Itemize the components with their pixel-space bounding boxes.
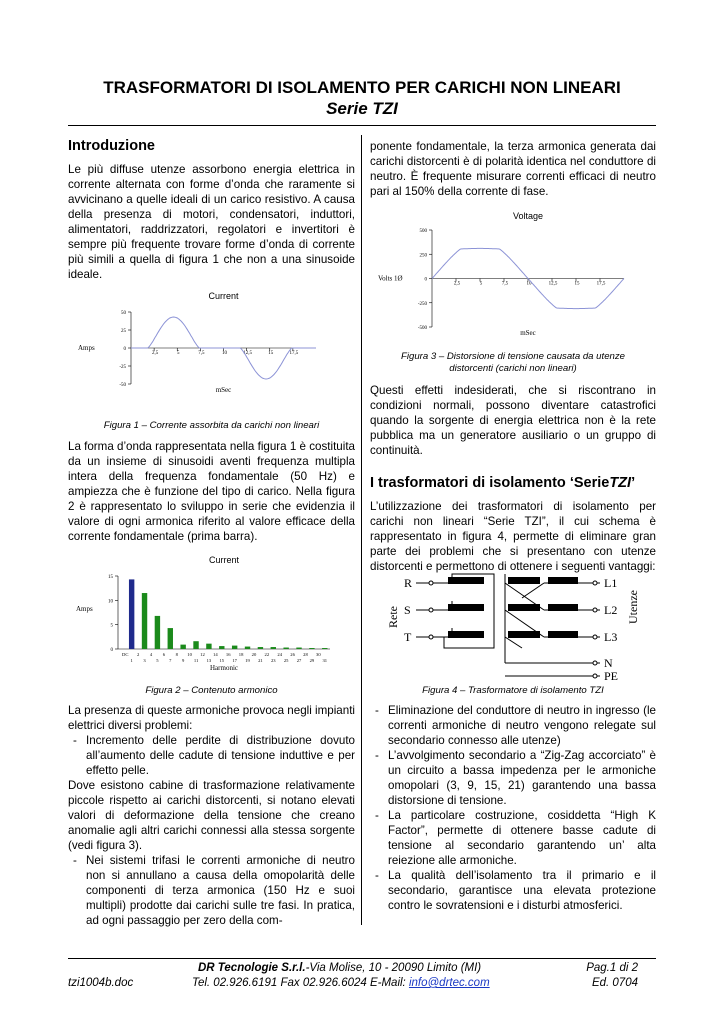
footer-company-line xyxy=(198,962,481,974)
input-label-r: R xyxy=(404,576,413,590)
figure-3-caption xyxy=(370,351,656,375)
bar xyxy=(155,616,160,649)
x-tick-label: 2,5 xyxy=(152,351,159,356)
input-label-s: S xyxy=(404,603,411,617)
x-tick-label: 16 xyxy=(225,652,231,657)
x-tick-label: 25 xyxy=(283,658,289,663)
bar xyxy=(271,647,276,649)
y-tick-label: 10 xyxy=(108,599,113,605)
bar xyxy=(142,593,147,649)
x-tick-label: 15 xyxy=(574,281,580,287)
output-label-l3: L3 xyxy=(604,630,618,644)
x-tick-label: 28 xyxy=(303,652,308,657)
figure-3-voltage-chart xyxy=(372,209,656,339)
x-tick-label: 10 xyxy=(187,652,192,657)
x-tick-label: 27 xyxy=(296,658,302,663)
footer-contacts xyxy=(192,977,490,989)
x-tick-label: 12,5 xyxy=(548,281,558,287)
x-tick-label: 10 xyxy=(222,351,227,356)
y-tick-label: -50 xyxy=(119,383,126,388)
x-axis-label: mSec xyxy=(215,386,232,394)
y-tick-label: 0 xyxy=(110,648,113,653)
output-label-l2: L2 xyxy=(604,603,618,617)
bar xyxy=(180,645,185,649)
right-column-bottom xyxy=(370,703,656,913)
x-axis-label: mSec xyxy=(520,329,536,337)
intro-paragraph-3: La presenza di queste armoniche provoca negli impianti elettrici diversi problemi: xyxy=(68,704,355,732)
figure-2-harmonic-chart xyxy=(68,553,358,675)
x-tick-label: 4 xyxy=(149,652,153,657)
x-tick-label: 22 xyxy=(264,652,270,657)
footer-contacts-text: Tel. 02.926.6191 Fax 02.926.6024 E-Mail: xyxy=(192,977,409,989)
figure-1-current-chart xyxy=(68,288,358,410)
y-tick-label: 25 xyxy=(121,329,126,334)
x-tick-label: 1 xyxy=(130,658,133,663)
output-label-l1: L1 xyxy=(604,576,618,590)
y-tick-label: 250 xyxy=(419,253,427,259)
x-tick-label: 2,5 xyxy=(453,281,461,287)
x-tick-label: 7,5 xyxy=(198,351,205,356)
x-tick-label: 12,5 xyxy=(243,351,252,356)
footer-doc-name: tzi1004b.doc xyxy=(68,977,134,989)
y-tick-label: 0 xyxy=(424,277,427,283)
x-tick-label: 31 xyxy=(322,658,328,663)
y-axis-label: Volts 1Ø xyxy=(378,274,403,283)
bar xyxy=(322,648,327,649)
x-tick-label: 29 xyxy=(309,658,315,663)
footer-page-of: di 2 xyxy=(619,962,638,974)
chart-title: Voltage xyxy=(512,211,544,221)
right-column-top xyxy=(370,139,656,199)
left-column-bottom xyxy=(68,703,355,928)
list-item: - La qualità dell’isolamento tra il primario e il secondario, garantisce una elevata protezione contro le sovratensioni e i disturbi atmosferici. xyxy=(370,868,656,913)
x-tick-label: 20 xyxy=(251,652,257,657)
x-tick-label: 18 xyxy=(238,652,244,657)
bar xyxy=(193,641,198,649)
bar xyxy=(129,579,134,649)
y-tick-label: -250 xyxy=(417,301,427,307)
footer-edition: Ed. 0704 xyxy=(591,977,638,989)
x-tick-label: 2 xyxy=(136,652,140,657)
footer-page xyxy=(586,962,638,974)
x-tick-label: 5 xyxy=(156,658,159,663)
list-item: - Nei sistemi trifasi le correnti armoniche di neutro non si annullano a causa della omopolarità delle componenti di terza armonica (150 Hz e suoi multipli) prodotte dai carichi sulle tre fasi. In pratica, ad ogni passaggio per zero della com- xyxy=(68,853,355,928)
x-tick-label: 17,5 xyxy=(289,351,299,356)
x-tick-label: 21 xyxy=(258,658,263,663)
figure-3-caption-line-1: Figura 3 – Distorsione di tensione causata da utenze xyxy=(401,351,625,362)
tzi-heading-quote: ’ xyxy=(631,475,636,491)
x-tick-label: 17,5 xyxy=(596,281,606,287)
list-item: - Incremento delle perdite di distribuzione dovuto all’aumento delle cadute di tensione induttive e per effetto pelle. xyxy=(68,733,355,778)
x-tick-label: 24 xyxy=(277,652,283,657)
bar xyxy=(168,628,173,649)
y-tick-label: 5 xyxy=(110,623,113,629)
bar xyxy=(309,648,314,649)
x-tick-label: 3 xyxy=(143,658,146,663)
x-tick-label: 15 xyxy=(268,351,274,356)
footer-company: DR Tecnologie S.r.l. xyxy=(198,962,306,974)
utenze-label: Utenze xyxy=(626,590,640,624)
x-tick-label: 6 xyxy=(162,652,165,657)
rete-label: Rete xyxy=(386,606,400,628)
right-column-mid xyxy=(370,383,656,574)
intro-paragraph-2: La forma d’onda rappresentata nella figura 1 è costituita da un insieme di sinusoidi aventi frequenza multipla intera della frequenza fondamentale (50 Hz) e ampiezza che è funzione del tipo di carico. Nella figura 2 è rappresentato lo sviluppo in serie che evidenzia il valore di ogni armonica riferito al valore efficace della corrente fondamentale (prima barra). xyxy=(68,440,355,543)
bar xyxy=(219,646,224,649)
right-paragraph-1: ponente fondamentale, la terza armonica generata dai carichi distorcenti è di polarità identica nel conduttore di neutro. È frequente misurare correnti efficaci di neutro pari al 150% della corrente di fase. xyxy=(370,140,656,198)
y-tick-label: -25 xyxy=(119,365,126,370)
x-tick-label: 13 xyxy=(206,658,212,663)
list-item: - La particolare costruzione, cosiddetta “High K Factor”, permette di ottenere basse cadute di tensione al secondario garantendo un’ alta reiezione alle armoniche. xyxy=(370,808,656,868)
x-tick-label: 9 xyxy=(182,658,185,663)
intro-heading: Introduzione xyxy=(68,138,155,154)
figure-2-caption: Figura 2 – Contenuto armonico xyxy=(145,685,278,696)
chart-title: Current xyxy=(208,291,239,301)
x-tick-label: 19 xyxy=(245,658,250,663)
left-column-mid xyxy=(68,439,355,544)
x-tick-label: 7 xyxy=(169,658,172,663)
x-tick-label: 17 xyxy=(232,658,237,663)
header-rule xyxy=(68,125,656,126)
y-tick-label: -500 xyxy=(417,326,427,331)
x-tick-label: 5 xyxy=(479,281,483,287)
x-tick-label: 14 xyxy=(213,652,218,657)
x-tick-label: 11 xyxy=(193,658,199,663)
chart-title: Current xyxy=(208,555,240,565)
bar xyxy=(296,648,301,649)
figure-3-caption-line-2: distorcenti (carichi non lineari) xyxy=(449,363,577,374)
y-axis-label: Amps xyxy=(76,605,93,613)
page-title xyxy=(0,77,724,119)
left-column-top xyxy=(68,139,355,282)
title-subtitle: Serie TZI xyxy=(326,99,398,118)
footer-rule xyxy=(68,958,656,959)
intro-paragraph-1: Le più diffuse utenze assorbono energia elettrica in corrente alternata con forme d’onda che raramente si avvicinano a quelle ideali di un carico resistivo. A causa della presenza di motori, condensatori, induttori, alimentatori, raddrizzatori, regolatori e invertitori è sempre più frequente trovare forme d’onda di corrente più simili a quella di figura 1 che non a una sinusoide ideale. xyxy=(68,163,355,281)
list-item: - Eliminazione del conduttore di neutro in ingresso (le correnti armoniche di neutro vengono relegate sul secondario connesso alle utenze) xyxy=(370,703,656,748)
right-paragraph-2: Questi effetti indesiderati, che si riscontrano in condizioni normali, possono diventare catastrofici quando la sorgente di energia elettrica non è la rete pubblica ma un generatore ausiliario o un gruppo di continuità. xyxy=(370,384,656,457)
x-tick-label: 30 xyxy=(316,652,321,657)
x-tick-label: DC xyxy=(122,652,129,657)
figure-4-caption: Figura 4 – Trasformatore di isolamento TZI xyxy=(422,685,604,696)
list-item: - L’avvolgimento secondario a “Zig-Zag accorciato” è un circuito a bassa impedenza per le armoniche omopolari (3, 9, 15, 21) garantendo una bassa distorsione di tensione. xyxy=(370,748,656,808)
footer-page-number: Pag.1 xyxy=(586,962,617,974)
tzi-heading xyxy=(370,476,656,491)
x-axis-label: Harmonic xyxy=(210,664,238,672)
x-tick-label: 26 xyxy=(290,652,295,657)
y-tick-label: 500 xyxy=(419,229,427,234)
y-axis-label: Amps xyxy=(78,344,95,352)
x-tick-label: 15 xyxy=(219,658,225,663)
y-tick-label: 50 xyxy=(121,311,126,316)
column-divider xyxy=(361,135,362,925)
y-tick-label: 15 xyxy=(108,575,113,580)
x-tick-label: 12 xyxy=(200,652,205,657)
figure-4-transformer-diagram xyxy=(372,568,656,686)
bar xyxy=(232,646,237,649)
x-tick-label: 8 xyxy=(175,652,178,657)
x-tick-label: 23 xyxy=(270,658,276,663)
x-tick-label: 5 xyxy=(177,351,180,356)
x-tick-label: 7,5 xyxy=(501,281,509,287)
intro-paragraph-4: Dove esistono cabine di trasformazione relativamente piccole rispetto ai carichi distorcenti, si notano elevati valori di deformazione della tensione che creano anomalie agli altri carichi connessi alla stessa sorgente (vedi figura 3). xyxy=(68,779,355,852)
footer-email-link[interactable]: info@drtec.com xyxy=(408,977,490,989)
output-label-pe: PE xyxy=(604,669,619,683)
input-label-t: T xyxy=(404,630,412,644)
tzi-heading-italic: TZI xyxy=(609,475,632,491)
bar xyxy=(283,648,288,649)
bar xyxy=(245,647,250,649)
x-tick-label: 10 xyxy=(526,281,532,287)
footer-address: -Via Molise, 10 - 20090 Limito (MI) xyxy=(305,962,482,974)
tzi-heading-text: I trasformatori di isolamento ‘Serie xyxy=(370,475,610,491)
title-main: TRASFORMATORI DI ISOLAMENTO PER CARICHI NON LINEARI xyxy=(103,78,621,97)
figure-1-caption: Figura 1 – Corrente assorbita da carichi non lineari xyxy=(103,420,320,431)
y-tick-label: 0 xyxy=(123,347,126,352)
right-paragraph-3: L’utilizzazione dei trasformatori di isolamento per carichi non lineari “Serie TZI”, il cui schema è rappresentato in figura 4, permette di eliminare gran parte dei problemi che si presentano con utenze distorcenti e permettono di ottenere i seguenti vantaggi: xyxy=(370,500,656,573)
bar xyxy=(206,644,211,649)
output-label-n: N xyxy=(604,656,613,670)
bar xyxy=(258,647,263,649)
